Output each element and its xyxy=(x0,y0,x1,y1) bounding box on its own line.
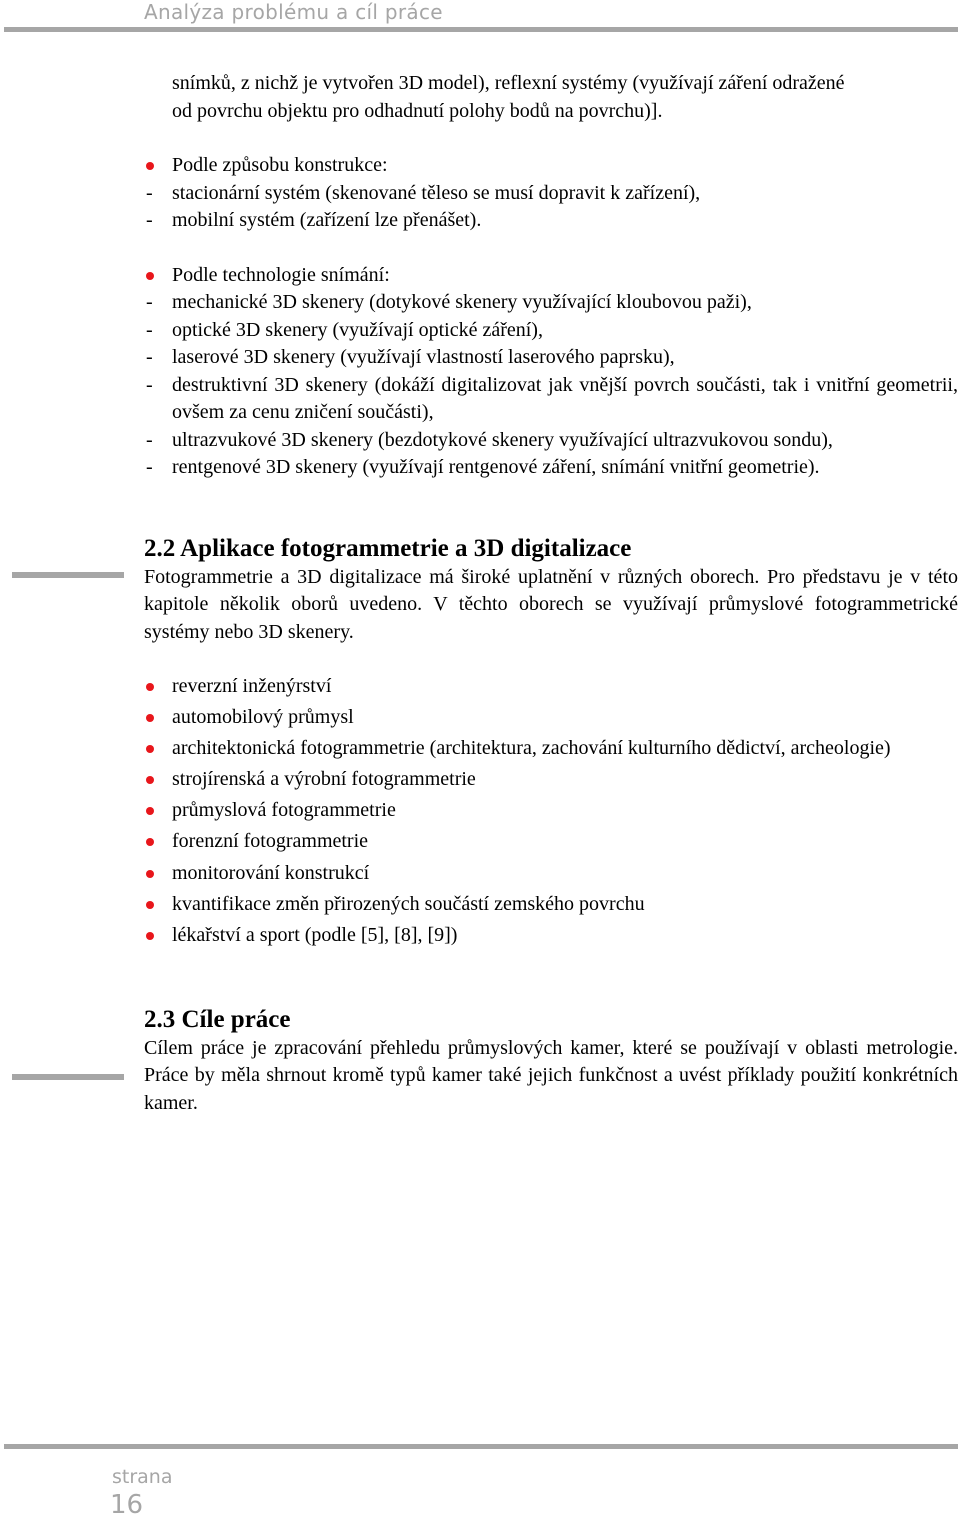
technology-heading: Podle technologie snímání: xyxy=(144,262,958,290)
construction-heading: Podle způsobu konstrukce: xyxy=(144,152,958,180)
footer-rule xyxy=(4,1444,958,1449)
section-title-2-2: 2.2 Aplikace fotogrammetrie a 3D digitalizace xyxy=(144,534,632,562)
list-item: strojírenská a výrobní fotogrammetrie xyxy=(144,766,958,794)
technology-item-text: rentgenové 3D skenery (využívají rentgenové záření, snímání vnitřní geometrie). xyxy=(172,456,820,478)
construction-item-text: mobilní systém (zařízení lze přenášet). xyxy=(172,209,482,231)
list-item: forenzní fotogrammetrie xyxy=(144,828,958,856)
construction-item xyxy=(144,180,958,208)
technology-item-text: optické 3D skenery (využívají optické záření), xyxy=(172,318,543,341)
technology-item xyxy=(144,317,958,345)
page-number: 16 xyxy=(110,1490,144,1520)
intro-line-2: od povrchu objektu pro odhadnutí polohy bodů na povrchu)]. xyxy=(172,99,663,122)
list-item: reverzní inženýrství xyxy=(144,673,958,701)
page-body xyxy=(144,70,958,1117)
construction-item-text: stacionární systém (skenované těleso se musí dopravit k zařízení), xyxy=(172,181,701,204)
intro-line-1: snímků, z nichž je vytvořen 3D model), reflexní systémy (využívají záření odražené xyxy=(172,72,845,94)
dash-mark: - xyxy=(146,209,153,231)
section-title-2-3: 2.3 Cíle práce xyxy=(144,1005,291,1033)
section-2-3-paragraph: Cílem práce je zpracování přehledu průmyslových kamer, které se používají v oblasti metrologie. Práce by měla shrnout kromě typů kamer také jejich funkčnost a uvést příklady použití konkrétních kamer. xyxy=(144,1036,958,1114)
dash-mark: - xyxy=(146,428,153,451)
footer-label: strana xyxy=(112,1466,173,1488)
list-item: průmyslová fotogrammetrie xyxy=(144,797,958,825)
technology-item-text: laserové 3D skenery (využívají vlastností laserového paprsku), xyxy=(172,346,675,368)
section-marker-2-2 xyxy=(12,572,124,578)
construction-item xyxy=(144,207,958,235)
section-marker-2-3 xyxy=(12,1074,124,1080)
dash-mark: - xyxy=(146,456,153,478)
technology-item xyxy=(144,454,958,482)
header-rule xyxy=(4,27,958,32)
technology-item xyxy=(144,372,958,427)
technology-item-text: destruktivní 3D skenery (dokáží digitalizovat jak vnější povrch součásti, tak i vnitřní geometrii, ovšem za cenu zničení součásti), xyxy=(172,373,958,423)
list-item: automobilový průmysl xyxy=(144,704,958,732)
list-item: lékařství a sport (podle [5], [8], [9]) xyxy=(144,922,958,950)
list-item: kvantifikace změn přirozených součástí zemského povrchu xyxy=(144,891,958,919)
dash-mark: - xyxy=(146,346,153,368)
dash-mark: - xyxy=(146,373,153,396)
section-2-2-paragraph: Fotogrammetrie a 3D digitalizace má široké uplatnění v různých oborech. Pro představu je v této kapitole několik oborů uvedeno. V těchto oborech se využívají průmyslové fotogrammetrické systémy nebo 3D skenery. xyxy=(144,565,958,643)
dash-mark: - xyxy=(146,291,153,313)
list-item: monitorování konstrukcí xyxy=(144,860,958,888)
technology-item xyxy=(144,427,958,455)
technology-item-text: ultrazvukové 3D skenery (bezdotykové skenery využívající ultrazvukovou sondu), xyxy=(172,428,833,451)
technology-item xyxy=(144,289,958,317)
running-header: Analýza problému a cíl práce xyxy=(144,0,443,24)
technology-item xyxy=(144,344,958,372)
application-fields-list xyxy=(144,673,958,949)
list-item: architektonická fotogrammetrie (architektura, zachování kulturního dědictví, archeologie) xyxy=(144,735,958,763)
technology-item-text: mechanické 3D skenery (dotykové skenery využívající kloubovou paži), xyxy=(172,291,752,313)
dash-mark: - xyxy=(146,318,153,341)
dash-mark: - xyxy=(146,181,153,204)
